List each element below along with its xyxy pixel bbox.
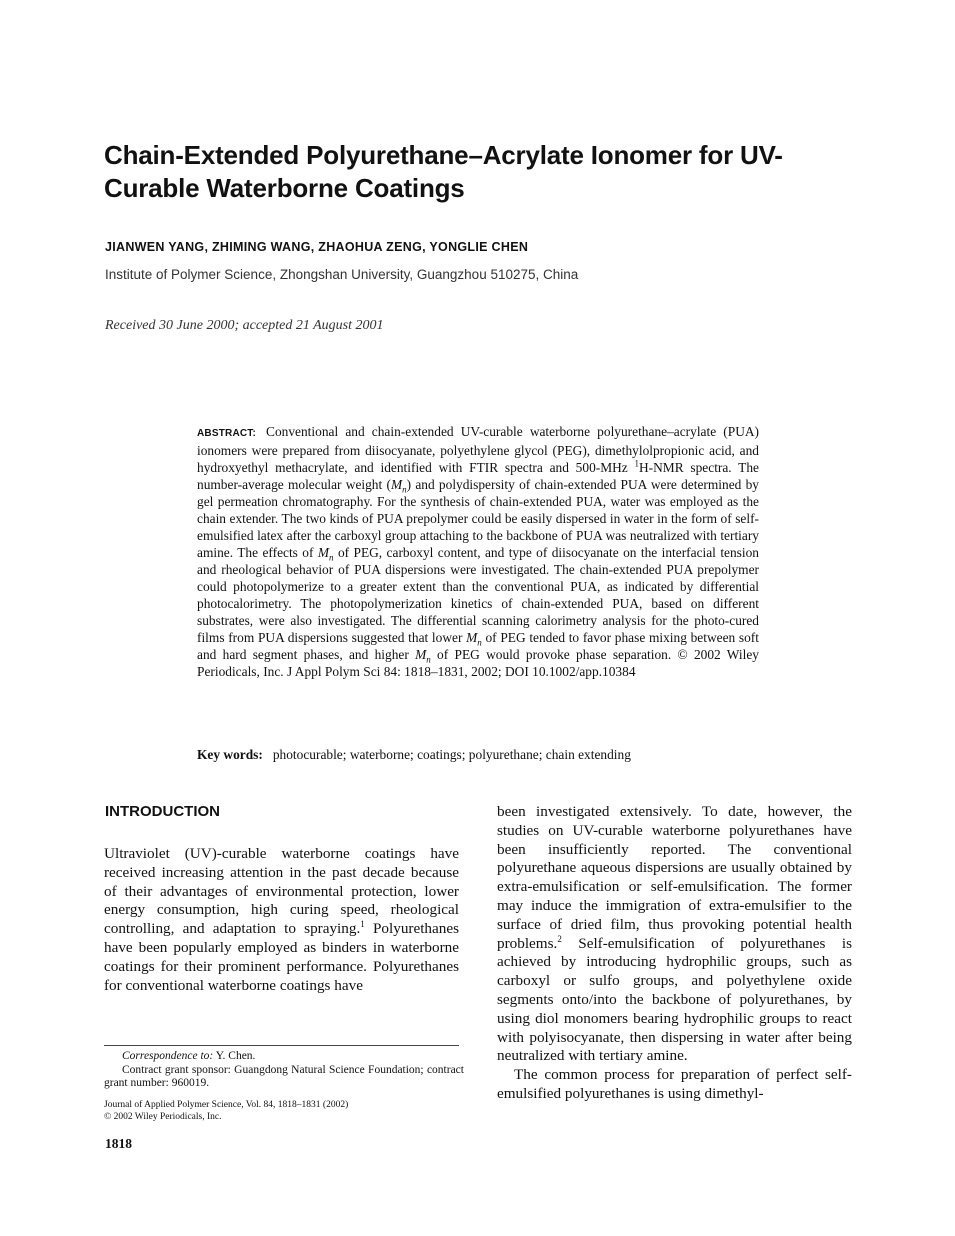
mn-symbol: $M_n$ — [390, 477, 407, 495]
abstract-label: ABSTRACT: — [197, 428, 257, 439]
right-column-text — [497, 803, 852, 1104]
paragraph: been investigated extensively. To date, however, the studies on UV-curable waterborne polyurethanes have been insufficiently reported. The conventional polyurethane aqueous dispersions are usually obtained by extra-emulsification or self-emulsification. The former may induce the immigration of extra-emulsifier to the surface of dried film, thus provoking potential health problems.$^2$ Self-emulsification of polyurethanes is achieved by introducing hydrophilic groups, such as carboxyl or sulfo groups, and polyethylene oxide segments onto/into the backbone of polyurethanes, by using diol monomers bearing hydrophilic groups to react with polyisocyanate, then dispersing in water after being neutralized with tertiary amine. — [497, 803, 852, 1065]
correspondence-note: Correspondence to: Y. Chen. — [122, 1050, 256, 1062]
abstract-text-4: of PEG, carboxyl content, and type of diisocyanate on the interfacial tension and rheological behavior of PUA dispersions were investigated. The chain-extended PUA prepolymer could photopolymerize to a greater extent than the conventional PUA, as indicated by differential photocalorimetry. The photopolymerization kinetics of chain-extended PUA, based on different substrates, were also investigated. The differential scanning calorimetry analysis for the photo-cured films from PUA dispersions suggested that lower — [197, 545, 759, 645]
copyright-line: © 2002 Wiley Periodicals, Inc. — [104, 1112, 222, 1122]
left-column-text — [104, 845, 459, 995]
mn-symbol: $M_n$ — [415, 647, 431, 665]
abstract-text-6: of PEG would provoke phase separation. © 2002 Wiley Periodicals, Inc. J Appl Polym Sci 84: 1818–1831, 2002; DOI 10.1002/app.10384 — [197, 647, 759, 679]
affiliation: Institute of Polymer Science, Zhongshan University, Guangzhou 510275, China — [105, 267, 579, 282]
abstract-text-3: ) and polydispersity of chain-extended PUA were determined by gel permeation chromatography. For the synthesis of chain-extended PUA, water was employed as the chain extender. The two kinds of PUA prepolymer could be easily dispersed in water in the form of self-emulsified latex after the carboxyl group attaching to the backbone of PUA was neutralized with tertiary amine. The effects of — [197, 477, 759, 560]
paragraph: Ultraviolet (UV)-curable waterborne coatings have received increasing attention in the past decade because of their advantages of environmental protection, lower energy consumption, high curing speed, rheological controlling, and adaptation to spraying.$^1$ Polyurethanes have been popularly employed as binders in waterborne coatings for their prominent performance. Polyurethanes for conventional waterborne coatings have — [104, 845, 460, 994]
keywords-text: photocurable; waterborne; coatings; polyurethane; chain extending — [272, 747, 631, 762]
abstract-text-5: of PEG tended to favor phase mixing between soft and hard segment phases, and higher — [197, 630, 759, 662]
mn-symbol: $M_n$ — [466, 630, 482, 648]
keywords-label: Key words: — [197, 747, 263, 762]
journal-citation: Journal of Applied Polymer Science, Vol. 84, 1818–1831 (2002) — [104, 1100, 349, 1110]
superscript-1: 1 — [634, 458, 639, 469]
grant-note: Contract grant sponsor: Guangdong Natural Science Foundation; contract grant number: 960019. — [104, 1063, 464, 1089]
journal-info — [104, 1099, 348, 1123]
footnote-divider — [104, 1045, 459, 1046]
article-title: Chain-Extended Polyurethane–Acrylate Ionomer for UV-Curable Waterborne Coatings — [104, 140, 783, 203]
page-number: 1818 — [105, 1136, 132, 1151]
section-heading-introduction: INTRODUCTION — [105, 803, 220, 820]
abstract-text-1: Conventional and chain-extended UV-curable waterborne polyurethane–acrylate (PUA) ionomers were prepared from diisocyanate, polyethylene glycol (PEG), dimethylolpropionic acid, and hydroxyethyl methacrylate, and identified with FTIR spectra and 500-MHz — [197, 424, 759, 475]
citation-superscript: 2 — [557, 933, 562, 944]
citation-superscript: 1 — [360, 919, 365, 930]
abstract-text-2: H-NMR spectra. The number-average molecular weight ( — [197, 460, 759, 492]
footnotes — [104, 1050, 464, 1091]
author-list: JIANWEN YANG, ZHIMING WANG, ZHAOHUA ZENG, YONGLIE CHEN — [105, 240, 529, 254]
keywords — [197, 747, 631, 763]
mn-symbol: $M_n$ — [317, 545, 334, 563]
received-dates: Received 30 June 2000; accepted 21 August 2001 — [105, 318, 384, 333]
paragraph: The common process for preparation of perfect self-emulsified polyurethanes is using dimethyl- — [497, 1066, 852, 1102]
abstract — [197, 423, 759, 680]
